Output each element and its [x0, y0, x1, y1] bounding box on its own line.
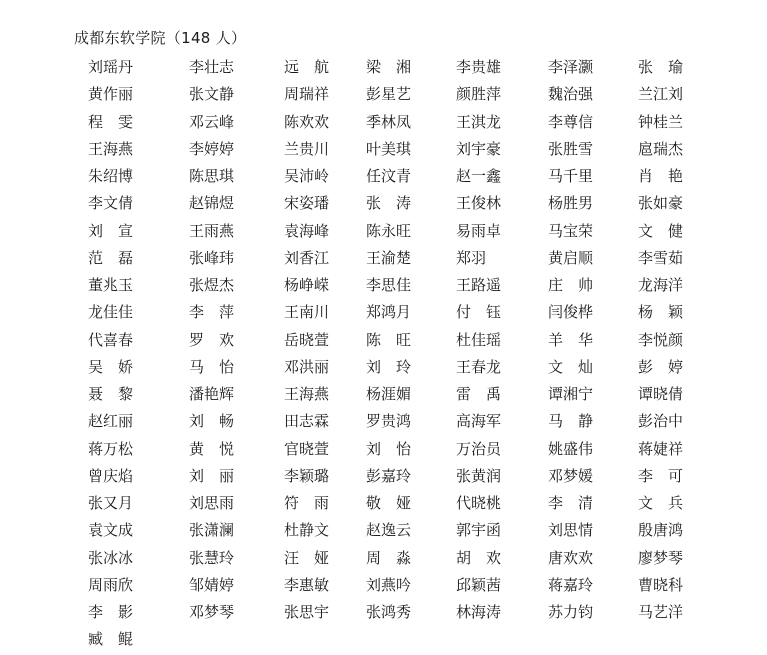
student-name: 汪 娅	[284, 548, 330, 567]
student-name: 符 雨	[284, 494, 330, 512]
student-name: 王海燕	[284, 385, 330, 403]
student-name: 高海军	[456, 412, 502, 431]
student-name: 曾庆焰	[88, 466, 134, 485]
student-name: 周 淼	[366, 548, 412, 567]
student-name: 蒋万松	[88, 439, 134, 458]
student-name: 袁海峰	[284, 221, 330, 240]
student-name: 龙海洋	[638, 276, 684, 294]
name-row	[88, 436, 748, 463]
student-name: 张峰玮	[189, 248, 235, 267]
name-row	[88, 599, 748, 626]
student-name: 聂 黎	[88, 385, 134, 403]
student-name: 黄启顺	[548, 248, 594, 267]
student-name: 肖 艳	[638, 167, 684, 185]
student-name: 张煜杰	[189, 276, 235, 294]
student-name: 陈永旺	[366, 221, 412, 240]
student-name: 张文静	[189, 85, 235, 104]
student-name: 刘 玲	[366, 357, 412, 376]
student-name: 李 萍	[189, 303, 235, 322]
student-name: 杜静文	[284, 521, 330, 540]
student-name: 臧 鲲	[88, 630, 134, 649]
student-name: 李婷婷	[189, 139, 235, 158]
student-name: 杨峥嵘	[284, 276, 330, 294]
student-name: 董兆玉	[88, 276, 134, 294]
student-name: 刘香江	[284, 248, 330, 267]
student-name: 朱绍博	[88, 167, 134, 185]
student-name: 王路遥	[456, 276, 502, 294]
name-row	[88, 190, 748, 217]
student-name: 王淇龙	[456, 112, 502, 131]
student-name: 文 健	[638, 221, 684, 240]
student-name: 万治员	[456, 439, 502, 458]
student-name: 周雨欣	[88, 575, 134, 594]
student-name: 林海涛	[456, 603, 502, 621]
name-row	[88, 299, 748, 326]
student-name: 刘思情	[548, 521, 594, 540]
name-row	[88, 327, 748, 354]
name-row	[88, 136, 748, 163]
student-name: 罗 欢	[189, 330, 235, 349]
student-name: 陈欢欢	[284, 112, 330, 131]
name-row	[88, 272, 748, 299]
student-name: 李文倩	[88, 194, 134, 213]
student-name: 赵红丽	[88, 412, 134, 431]
student-name: 张冰冰	[88, 548, 134, 567]
student-name: 邱颖茜	[456, 575, 502, 594]
name-row	[88, 517, 748, 544]
student-name: 刘 畅	[189, 412, 235, 431]
student-name: 刘 丽	[189, 466, 235, 485]
student-name: 刘宇豪	[456, 139, 502, 158]
student-name: 张 瑜	[638, 58, 684, 76]
name-row	[88, 545, 748, 572]
name-row	[88, 463, 748, 490]
student-name: 陈 旺	[366, 330, 412, 349]
student-name: 魏治强	[548, 85, 594, 104]
student-name: 邓洪丽	[284, 357, 330, 376]
student-name: 王海燕	[88, 139, 134, 158]
student-name: 羊 华	[548, 330, 594, 349]
student-name: 张鸿秀	[366, 603, 412, 621]
student-name: 姚盛伟	[548, 439, 594, 458]
student-name: 郭宇函	[456, 521, 502, 540]
student-name: 邓梦琴	[189, 603, 235, 621]
student-name: 范 磊	[88, 248, 134, 267]
student-name: 彭 婷	[638, 357, 684, 376]
name-row	[88, 572, 748, 599]
student-name: 廖梦琴	[638, 548, 684, 567]
student-name: 李颖璐	[284, 466, 330, 485]
name-row	[88, 163, 748, 190]
name-row	[88, 109, 748, 136]
student-name: 刘思雨	[189, 494, 235, 512]
name-row	[88, 354, 748, 381]
student-name: 邓梦媛	[548, 466, 594, 485]
student-name: 庄 帅	[548, 276, 594, 294]
student-name: 张 涛	[366, 194, 412, 213]
student-name: 宋姿璠	[284, 194, 330, 213]
student-name: 郑鸿月	[366, 303, 412, 322]
student-name: 文 灿	[548, 357, 594, 376]
student-name: 赵锦煜	[189, 194, 235, 213]
student-name: 李 可	[638, 466, 684, 485]
name-row	[88, 408, 748, 435]
student-name: 张胜雪	[548, 139, 594, 158]
student-name: 叶美琪	[366, 139, 412, 158]
student-name: 马 静	[548, 412, 594, 431]
student-name: 罗贵鸿	[366, 412, 412, 431]
student-name: 任汶青	[366, 167, 412, 185]
student-name: 周瑞祥	[284, 85, 330, 104]
student-name: 邓云峰	[189, 112, 235, 131]
student-name: 李 影	[88, 603, 134, 621]
student-name: 代晓桃	[456, 494, 502, 512]
student-name: 殷唐鸿	[638, 521, 684, 540]
student-name: 易雨卓	[456, 221, 502, 240]
student-name: 马千里	[548, 167, 594, 185]
student-name: 黄 悦	[189, 439, 235, 458]
student-name: 王南川	[284, 303, 330, 322]
student-name: 季林凤	[366, 112, 412, 131]
student-name: 杜佳瑶	[456, 330, 502, 349]
student-name: 李思佳	[366, 276, 412, 294]
name-row	[88, 81, 748, 108]
student-name: 刘燕吟	[366, 575, 412, 594]
student-name: 胡 欢	[456, 548, 502, 567]
student-name: 黄作丽	[88, 85, 134, 104]
student-name: 赵逸云	[366, 521, 412, 540]
student-name: 彭星艺	[366, 85, 412, 104]
student-name: 官晓萱	[284, 439, 330, 458]
student-name: 刘 宣	[88, 221, 134, 240]
name-row	[88, 218, 748, 245]
student-name: 唐欢欢	[548, 548, 594, 567]
student-name: 王春龙	[456, 357, 502, 376]
student-name: 马 怡	[189, 357, 235, 376]
student-name: 王俊林	[456, 194, 502, 213]
name-row	[88, 626, 748, 653]
student-name: 刘瑶丹	[88, 58, 134, 76]
student-name: 彭嘉玲	[366, 466, 412, 485]
student-name: 郑羽	[456, 248, 487, 267]
name-row	[88, 490, 748, 517]
student-name: 张慧玲	[189, 548, 235, 567]
student-name: 刘 怡	[366, 439, 412, 458]
student-name: 杨胜男	[548, 194, 594, 213]
name-row	[88, 381, 748, 408]
student-name: 钟桂兰	[638, 112, 684, 131]
student-name: 吴 娇	[88, 357, 134, 376]
student-name: 雷 禹	[456, 385, 502, 403]
student-name: 赵一鑫	[456, 167, 502, 185]
student-name: 颜胜萍	[456, 85, 502, 104]
student-name: 曹晓科	[638, 575, 684, 594]
student-name: 王渝楚	[366, 248, 412, 267]
student-name: 陈思琪	[189, 167, 235, 185]
student-name: 杨涯媚	[366, 385, 412, 403]
student-name: 杨 颖	[638, 303, 684, 322]
student-name: 岳晓萱	[284, 330, 330, 349]
student-name: 扈瑞杰	[638, 139, 684, 158]
student-name: 敬 娅	[366, 494, 412, 512]
student-name: 代喜春	[88, 330, 134, 349]
student-name: 梁 湘	[366, 58, 412, 76]
student-name: 李悦颜	[638, 330, 684, 349]
student-name: 李泽灏	[548, 58, 594, 76]
student-name: 李贵雄	[456, 58, 502, 76]
student-name: 龙佳佳	[88, 303, 134, 322]
roster-heading: 成都东软学院（148 人）	[74, 29, 247, 47]
student-name: 兰贵川	[284, 139, 330, 158]
student-name: 谭湘宁	[548, 385, 594, 403]
name-grid	[88, 54, 748, 654]
student-name: 远 航	[284, 58, 330, 76]
student-name: 李 清	[548, 494, 594, 512]
student-name: 张思宇	[284, 603, 330, 621]
student-name: 付 钰	[456, 303, 502, 322]
student-name: 张黄润	[456, 466, 502, 485]
student-name: 张潇澜	[189, 521, 235, 540]
student-name: 吴沛岭	[284, 167, 330, 185]
student-name: 邹婧婷	[189, 575, 235, 594]
student-name: 李尊信	[548, 112, 594, 131]
student-name: 彭治中	[638, 412, 684, 431]
student-name: 兰江刘	[638, 85, 684, 104]
student-name: 李雪茹	[638, 248, 684, 267]
student-name: 蒋婕祥	[638, 439, 684, 458]
student-name: 程 雯	[88, 112, 134, 131]
student-name: 谭晓倩	[638, 385, 684, 403]
student-name: 蒋嘉玲	[548, 575, 594, 594]
student-name: 闫俊桦	[548, 303, 594, 322]
student-name: 王雨燕	[189, 221, 235, 240]
student-name: 潘艳辉	[189, 385, 235, 403]
student-name: 苏力钧	[548, 603, 594, 621]
student-name: 马宝荣	[548, 221, 594, 240]
name-row	[88, 54, 748, 81]
student-name: 张如豪	[638, 194, 684, 213]
student-name: 李壮志	[189, 58, 235, 76]
student-name: 马艺洋	[638, 603, 684, 621]
name-row	[88, 245, 748, 272]
student-name: 张又月	[88, 494, 134, 512]
student-name: 田志霖	[284, 412, 330, 431]
student-name: 李惠敏	[284, 575, 330, 594]
student-name: 袁文成	[88, 521, 134, 540]
student-name: 文 兵	[638, 494, 684, 512]
